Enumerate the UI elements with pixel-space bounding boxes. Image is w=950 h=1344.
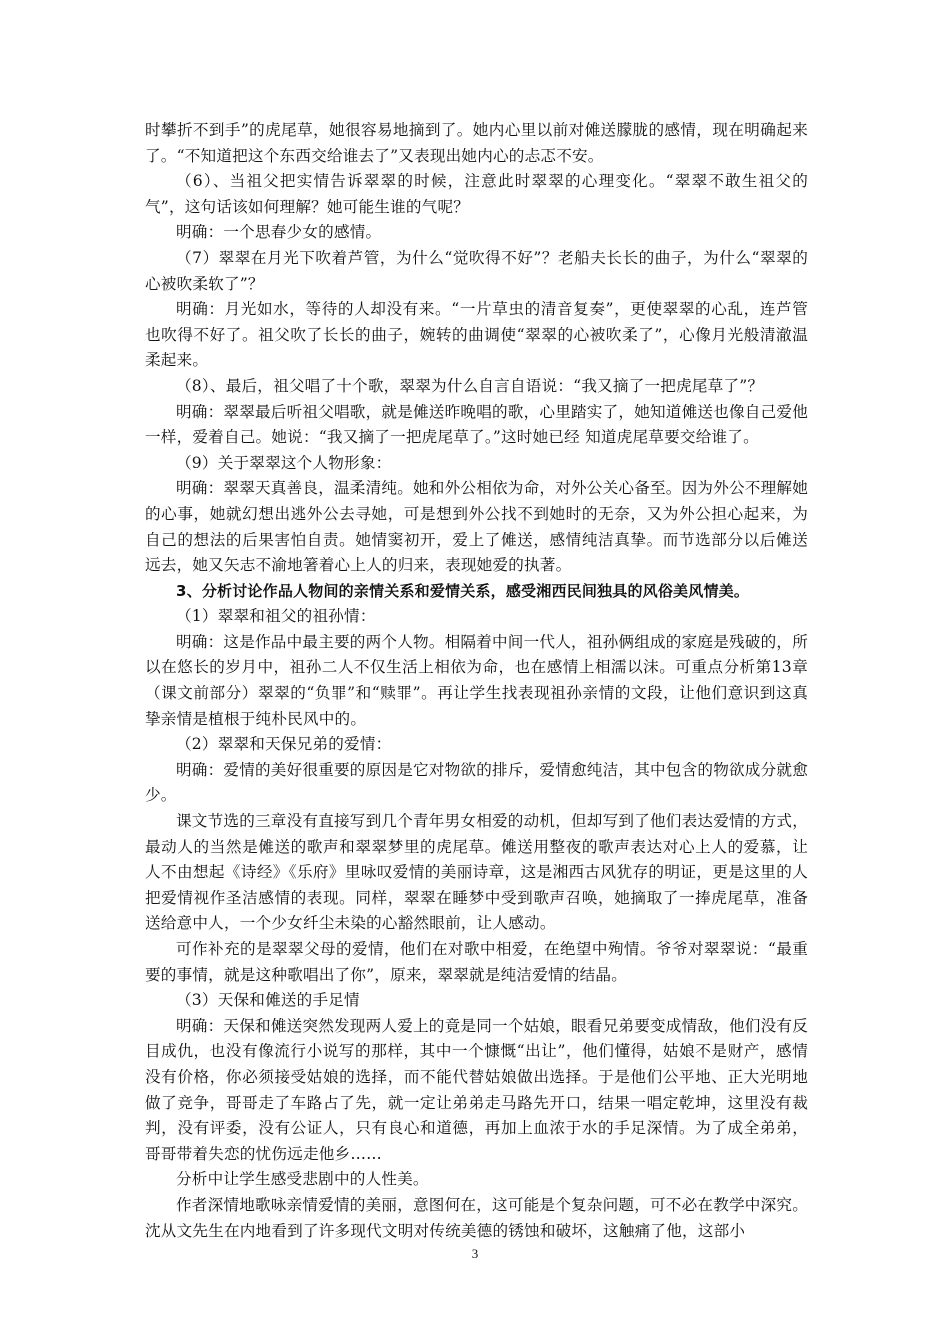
paragraph: 明确：天保和傩送突然发现两人爱上的竟是同一个姑娘，眼看兄弟要变成情敌，他们没有反目成仇，也没有像流行小说写的那样，其中一个慷慨“出让”，他们懂得，姑娘不是财产，感情没有价格，你必须接受姑娘的选择，而不能代替姑娘做出选择。于是他们公平地、正大光明地做了竞争，哥哥走了车路占了先，就一定让弟弟走马路先开口，结果一唱定乾坤，这里没有裁判，没有评委，没有公证人，只有良心和道德，再加上血浓于水的手足深情。为了成全弟弟，哥哥带着失恋的忧伤远走他乡…… [145,1016,808,1163]
paragraph: 可作补充的是翠翠父母的爱情，他们在对歌中相爱，在绝望中殉情。爷爷对翠翠说：“最重要的事情，就是这种歌唱出了你”，原来，翠翠就是纯洁爱情的结晶。 [145,940,808,984]
paragraph: 明确：翠翠天真善良，温柔清纯。她和外公相依为命，对外公关心备至。因为外公不理解她的心事，她就幻想出逃外公去寻她，可是想到外公找不到她时的无奈，又为外公担心起来，为自己的想法的后果害怕自责。她情窦初开，爱上了傩送，感情纯洁真挚。而节选部分以后傩送远去，她又矢志不渝地箸着心上人的归来，表现她爱的执著。 [145,479,808,575]
paragraph: 明确：爱情的美好很重要的原因是它对物欲的排斥，爱情愈纯洁，其中包含的物欲成分就愈少。 [145,760,808,805]
page-number: 3 [471,1246,479,1261]
paragraph: （1）翠翠和祖父的祖孙情： [176,607,376,626]
paragraph: （2）翠翠和天保兄弟的爱情： [176,735,392,754]
paragraph: 课文节选的三章没有直接写到几个青年男女相爱的动机，但却写到了他们表达爱情的方式，最动人的当然是傩送的歌声和翠翠梦里的虎尾草。傩送用整夜的歌声表达对心上人的爱慕，让人不由想起《诗经》《乐府》里咏叹爱情的美丽诗章，这是湘西古风犹存的明证，更是这里的人把爱情视作圣洁感情的表现。同样，翠翠在睡梦中受到歌声召唤，她摘取了一捧虎尾草，准备送给意中人，一个少女纤尘未染的心豁然眼前，让人感动。 [145,812,808,933]
paragraph: （6）、当祖父把实情告诉翠翠的时候，注意此时翠翠的心理变化。“翠翠不敢生祖父的气”，这句话该如何理解？她可能生谁的气呢？ [145,172,808,216]
paragraph: 时攀折不到手”的虎尾草，她很容易地摘到了。她内心里以前对傩送朦胧的感情，现在明确起来了。“不知道把这个东西交给谁去了”又表现出她内心的忐忑不安。 [145,121,808,165]
paragraph: 明确：翠翠最后听祖父唱歌，就是傩送昨晚唱的歌，心里踏实了，她知道傩送也像自己爱他一样，爱着自己。她说：“我又摘了一把虎尾草了。”这时她已经 知道虎尾草要交给谁了。 [145,402,808,447]
paragraph: 明确：月光如水，等待的人却没有来。“一片草虫的清音复奏”，更使翠翠的心乱，连芦管也吹得不好了。祖父吹了长长的曲子，婉转的曲调使“翠翠的心被吹柔了”，心像月光般清澈温柔起来。 [145,300,808,370]
paragraph: （7）翠翠在月光下吹着芦管，为什么“觉吹得不好”？老船夫长长的曲子，为什么“翠翠的心被吹柔软了”？ [145,248,808,293]
paragraph: 作者深情地歌咏亲情爱情的美丽，意图何在，这可能是个复杂问题，可不必在教学中深究。沈从文先生在内地看到了许多现代文明对传统美德的锈蚀和破坏，这触痛了他，这部小 [145,1195,808,1240]
section-heading: 3、分析讨论作品人物间的亲情关系和爱情关系，感受湘西民间独具的风俗美风情美。 [176,581,750,600]
paragraph: （3）天保和傩送的手足情 [176,991,360,1010]
document-body [145,118,808,1244]
paragraph: （8）、最后，祖父唱了十个歌，翠翠为什么自言自语说：“我又摘了一把虎尾草了”？ [176,376,764,395]
paragraph: 分析中让学生感受悲剧中的人性美。 [176,1170,429,1189]
paragraph: （9）关于翠翠这个人物形象： [176,453,392,472]
paragraph: 明确：这是作品中最主要的两个人物。相隔着中间一代人，祖孙俩组成的家庭是残破的，所以在悠长的岁月中，祖孙二人不仅生活上相依为命，也在感情上相濡以沫。可重点分析第13章（课文前部分）翠翠的“负罪”和“赎罪”。再让学生找表现祖孙亲情的文段，让他们意识到这真挚亲情是植根于纯朴民风中的。 [145,632,808,728]
paragraph: 明确：一个思春少女的感情。 [176,223,382,242]
